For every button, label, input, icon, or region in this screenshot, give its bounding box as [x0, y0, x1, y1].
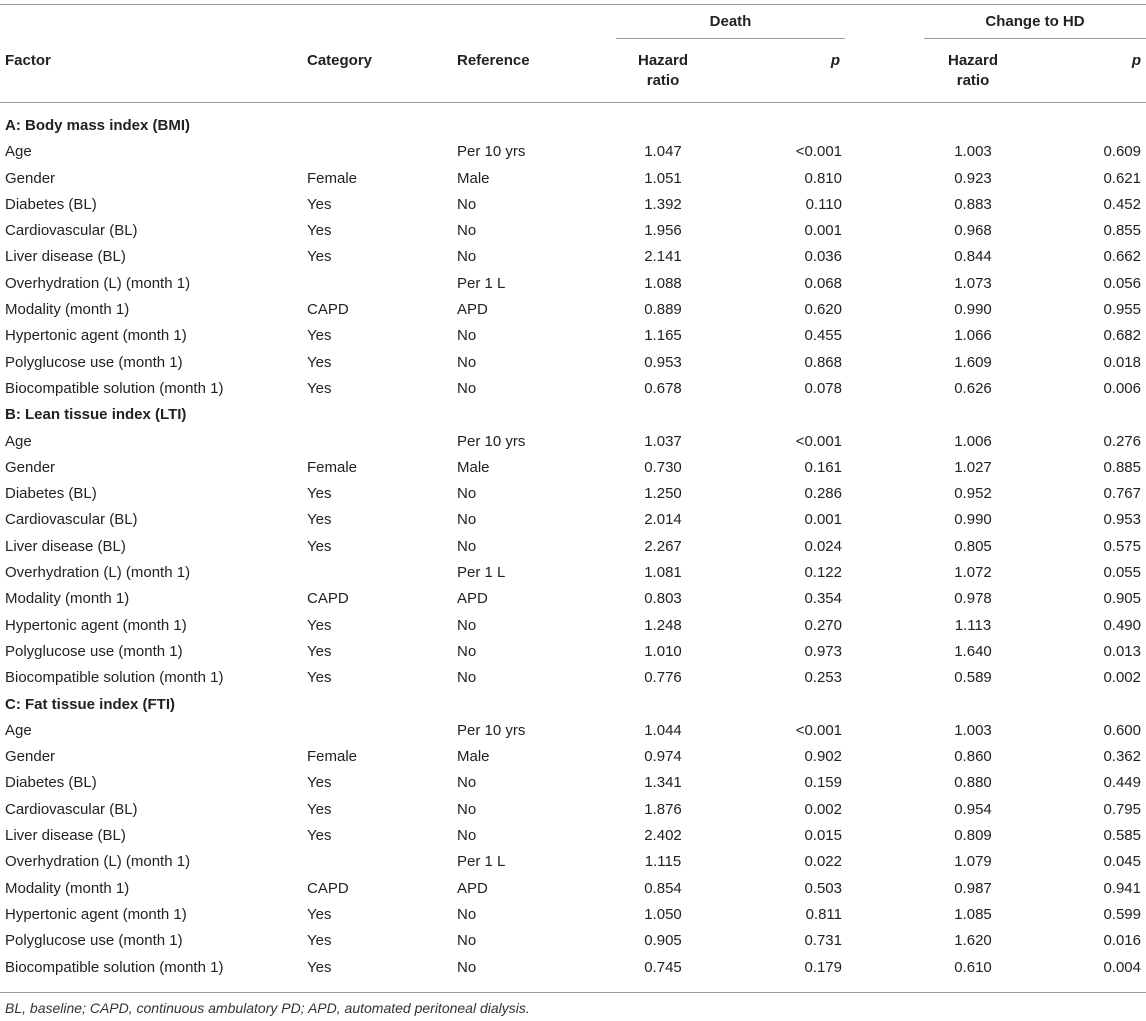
cell-hazard-ratio-death: 0.974: [644, 748, 682, 766]
table-row: [0, 639, 1146, 665]
cell-hazard-ratio-death: 1.010: [644, 642, 682, 660]
cell-hazard-ratio-death: 0.854: [644, 879, 682, 897]
cell-category: Female: [307, 169, 358, 187]
group-header-change-to-hd: Change to HD: [985, 13, 1085, 30]
table-top-rule: [0, 4, 1146, 5]
cell-p-hd: 0.885: [1103, 458, 1141, 476]
cell-hazard-ratio-hd: 0.860: [954, 748, 992, 766]
cell-factor: Hypertonic agent (month 1): [5, 616, 187, 634]
cell-hazard-ratio-hd: 0.809: [954, 827, 992, 845]
cell-hazard-ratio-death: 2.141: [644, 248, 682, 266]
cell-category: Yes: [307, 222, 332, 240]
cell-p-death: 0.002: [804, 800, 842, 818]
cell-factor: Modality (month 1): [5, 590, 130, 608]
cell-category: Yes: [307, 511, 332, 529]
cell-p-hd: 0.018: [1103, 353, 1141, 371]
cell-hazard-ratio-death: 0.905: [644, 932, 682, 950]
cell-hazard-ratio-hd: 1.113: [954, 616, 992, 634]
cell-factor: Diabetes (BL): [5, 774, 97, 792]
cell-hazard-ratio-hd: 1.085: [954, 905, 992, 923]
table-row: [0, 876, 1146, 902]
cell-hazard-ratio-death: 1.341: [644, 774, 682, 792]
cell-hazard-ratio-hd: 1.066: [954, 327, 992, 345]
cell-p-death: 0.015: [804, 827, 842, 845]
cell-reference: No: [457, 827, 477, 845]
cell-p-death: 0.001: [804, 222, 842, 240]
cell-reference: Per 10 yrs: [457, 143, 526, 161]
cell-reference: No: [457, 222, 477, 240]
cell-hazard-ratio-hd: 0.968: [954, 222, 992, 240]
cell-hazard-ratio-death: 1.088: [644, 274, 682, 292]
cell-factor: Hypertonic agent (month 1): [5, 327, 187, 345]
cell-hazard-ratio-death: 0.678: [644, 379, 682, 397]
cell-reference: No: [457, 379, 477, 397]
cell-reference: No: [457, 669, 477, 687]
cell-category: Yes: [307, 827, 332, 845]
table-row: [0, 271, 1146, 297]
cell-reference: No: [457, 642, 477, 660]
cell-hazard-ratio-death: 0.776: [644, 669, 682, 687]
cell-p-death: 0.179: [804, 958, 842, 976]
cell-hazard-ratio-hd: 0.626: [954, 379, 992, 397]
cell-p-hd: 0.767: [1103, 485, 1141, 503]
cell-p-hd: 0.056: [1103, 274, 1141, 292]
cell-p-hd: 0.490: [1103, 616, 1141, 634]
cell-p-death: 0.810: [804, 169, 842, 187]
cell-factor: Cardiovascular (BL): [5, 222, 138, 240]
cell-hazard-ratio-hd: 1.640: [954, 642, 992, 660]
cell-p-death: 0.620: [804, 301, 842, 319]
cell-p-hd: 0.449: [1103, 774, 1141, 792]
cell-hazard-ratio-death: 0.889: [644, 301, 682, 319]
cell-hazard-ratio-death: 1.165: [644, 327, 682, 345]
cell-reference: No: [457, 353, 477, 371]
cell-hazard-ratio-death: 1.037: [644, 432, 682, 450]
table-row: [0, 823, 1146, 849]
cell-p-hd: 0.621: [1103, 169, 1141, 187]
cell-reference: Per 10 yrs: [457, 721, 526, 739]
table-footnote: BL, baseline; CAPD, continuous ambulatory PD; APD, automated peritoneal dialysis.: [5, 1000, 530, 1016]
table-row: [0, 586, 1146, 612]
cell-reference: APD: [457, 590, 488, 608]
cell-p-death: 0.455: [804, 327, 842, 345]
cell-category: Yes: [307, 932, 332, 950]
cell-p-hd: 0.941: [1103, 879, 1141, 897]
cell-category: CAPD: [307, 301, 349, 319]
column-header-hazard-ratio-hd: [924, 51, 1022, 91]
cell-p-death: <0.001: [795, 143, 842, 161]
cell-factor: Biocompatible solution (month 1): [5, 669, 224, 687]
group-header-death: Death: [709, 13, 752, 30]
cell-category: Yes: [307, 537, 332, 555]
cell-category: Yes: [307, 958, 332, 976]
cell-p-death: 0.902: [804, 748, 842, 766]
cell-p-hd: 0.955: [1103, 301, 1141, 319]
cell-reference: No: [457, 932, 477, 950]
column-header-hazard-ratio-death-line2: ratio: [646, 72, 680, 89]
cell-hazard-ratio-hd: 0.990: [954, 511, 992, 529]
table-row: [0, 429, 1146, 455]
cell-p-death: 0.503: [804, 879, 842, 897]
cell-reference: No: [457, 485, 477, 503]
cell-p-hd: 0.276: [1103, 432, 1141, 450]
cell-factor: Cardiovascular (BL): [5, 511, 138, 529]
cell-hazard-ratio-hd: 1.072: [954, 564, 992, 582]
cell-p-death: 0.036: [804, 248, 842, 266]
column-header-hazard-ratio-death-line1: Hazard: [637, 52, 689, 69]
cell-factor: Overhydration (L) (month 1): [5, 853, 191, 871]
cell-factor: Age: [5, 721, 32, 739]
cell-factor: Overhydration (L) (month 1): [5, 274, 191, 292]
cell-category: Yes: [307, 669, 332, 687]
cell-hazard-ratio-death: 1.876: [644, 800, 682, 818]
cell-factor: Gender: [5, 748, 56, 766]
cell-factor: Biocompatible solution (month 1): [5, 379, 224, 397]
cell-hazard-ratio-death: 0.953: [644, 353, 682, 371]
cell-reference: No: [457, 905, 477, 923]
cell-reference: No: [457, 616, 477, 634]
column-header-hazard-ratio-death: [616, 51, 710, 91]
cell-category: Yes: [307, 353, 332, 371]
cell-p-hd: 0.013: [1103, 642, 1141, 660]
cell-factor: Polyglucose use (month 1): [5, 642, 183, 660]
table-row: [0, 166, 1146, 192]
table-row: [0, 770, 1146, 796]
cell-hazard-ratio-death: 1.050: [644, 905, 682, 923]
cell-factor: Gender: [5, 169, 56, 187]
cell-hazard-ratio-death: 2.402: [644, 827, 682, 845]
cell-hazard-ratio-death: 1.392: [644, 195, 682, 213]
cell-p-hd: 0.662: [1103, 248, 1141, 266]
cell-category: Yes: [307, 195, 332, 213]
cell-hazard-ratio-death: 1.051: [644, 169, 682, 187]
cell-reference: No: [457, 800, 477, 818]
cell-hazard-ratio-death: 1.047: [644, 143, 682, 161]
cell-factor: Diabetes (BL): [5, 195, 97, 213]
cell-hazard-ratio-death: 1.115: [644, 853, 682, 871]
cell-p-hd: 0.006: [1103, 379, 1141, 397]
table-row: [0, 665, 1146, 691]
cell-hazard-ratio-death: 2.014: [644, 511, 682, 529]
table-body: [0, 113, 1146, 981]
cell-hazard-ratio-hd: 0.844: [954, 248, 992, 266]
cell-hazard-ratio-hd: 1.003: [954, 143, 992, 161]
cell-hazard-ratio-hd: 1.073: [954, 274, 992, 292]
cell-reference: Male: [457, 748, 490, 766]
cell-hazard-ratio-hd: 1.609: [954, 353, 992, 371]
cell-hazard-ratio-hd: 1.079: [954, 853, 992, 871]
cell-p-hd: 0.362: [1103, 748, 1141, 766]
cell-p-hd: 0.002: [1103, 669, 1141, 687]
cell-category: Female: [307, 458, 358, 476]
cell-factor: Liver disease (BL): [5, 248, 126, 266]
column-header-p-death: p: [830, 52, 840, 69]
cell-p-death: 0.731: [804, 932, 842, 950]
table-row: [0, 534, 1146, 560]
cell-p-death: 0.068: [804, 274, 842, 292]
cell-p-death: 0.161: [804, 458, 842, 476]
cell-hazard-ratio-hd: 1.027: [954, 458, 992, 476]
table-row: [0, 455, 1146, 481]
cell-factor: Liver disease (BL): [5, 537, 126, 555]
cell-category: Yes: [307, 774, 332, 792]
section-title: C: Fat tissue index (FTI): [5, 695, 176, 713]
cell-p-death: 0.024: [804, 537, 842, 555]
cell-hazard-ratio-hd: 0.990: [954, 301, 992, 319]
cell-hazard-ratio-death: 1.248: [644, 616, 682, 634]
cell-hazard-ratio-death: 1.081: [644, 564, 682, 582]
cell-hazard-ratio-hd: 0.923: [954, 169, 992, 187]
cell-factor: Modality (month 1): [5, 301, 130, 319]
cell-p-hd: 0.045: [1103, 853, 1141, 871]
table-row: [0, 849, 1146, 875]
cell-hazard-ratio-hd: 0.880: [954, 774, 992, 792]
cell-p-hd: 0.055: [1103, 564, 1141, 582]
table-row: [0, 955, 1146, 981]
cell-p-hd: 0.599: [1103, 905, 1141, 923]
section-title: A: Body mass index (BMI): [5, 117, 191, 134]
cell-factor: Polyglucose use (month 1): [5, 353, 183, 371]
cell-reference: No: [457, 195, 477, 213]
cell-p-death: 0.354: [804, 590, 842, 608]
table-row: [0, 481, 1146, 507]
cell-hazard-ratio-hd: 0.978: [954, 590, 992, 608]
column-header-hazard-ratio-hd-line1: Hazard: [947, 52, 999, 69]
section-title: B: Lean tissue index (LTI): [5, 406, 187, 424]
cell-p-hd: 0.609: [1103, 143, 1141, 161]
cell-reference: Per 10 yrs: [457, 432, 526, 450]
table-row: [0, 139, 1146, 165]
cell-factor: Liver disease (BL): [5, 827, 126, 845]
table-row: [0, 613, 1146, 639]
column-header-hazard-ratio-hd-line2: ratio: [956, 72, 990, 89]
cell-p-hd: 0.905: [1103, 590, 1141, 608]
cell-factor: Polyglucose use (month 1): [5, 932, 183, 950]
cell-p-death: <0.001: [795, 432, 842, 450]
cell-reference: No: [457, 958, 477, 976]
cell-hazard-ratio-death: 0.730: [644, 458, 682, 476]
cell-factor: Gender: [5, 458, 56, 476]
cell-factor: Age: [5, 143, 32, 161]
cell-factor: Overhydration (L) (month 1): [5, 564, 191, 582]
cell-hazard-ratio-death: 1.956: [644, 222, 682, 240]
cell-hazard-ratio-hd: 0.805: [954, 537, 992, 555]
cell-factor: Modality (month 1): [5, 879, 130, 897]
cell-hazard-ratio-death: 1.044: [644, 721, 682, 739]
cell-p-death: 0.868: [804, 353, 842, 371]
table-row: [0, 323, 1146, 349]
cell-category: Yes: [307, 248, 332, 266]
column-header-factor: Factor: [5, 52, 51, 69]
cell-reference: Male: [457, 458, 490, 476]
cell-hazard-ratio-hd: 1.003: [954, 721, 992, 739]
cell-category: Yes: [307, 642, 332, 660]
group-underline-hd: [924, 38, 1146, 39]
cell-p-hd: 0.016: [1103, 932, 1141, 950]
cell-p-death: 0.110: [805, 195, 842, 213]
cell-hazard-ratio-hd: 0.610: [954, 958, 992, 976]
cell-reference: APD: [457, 879, 488, 897]
cell-p-death: 0.253: [804, 669, 842, 687]
cell-factor: Cardiovascular (BL): [5, 800, 138, 818]
cell-hazard-ratio-death: 0.803: [644, 590, 682, 608]
cell-category: Yes: [307, 800, 332, 818]
cell-reference: Per 1 L: [457, 564, 506, 582]
cell-hazard-ratio-hd: 0.589: [954, 669, 992, 687]
cell-p-death: 0.811: [805, 905, 842, 923]
cell-p-death: 0.001: [804, 511, 842, 529]
cell-reference: No: [457, 327, 477, 345]
cell-hazard-ratio-death: 0.745: [644, 958, 682, 976]
cell-reference: Per 1 L: [457, 274, 506, 292]
cell-reference: Per 1 L: [457, 853, 506, 871]
table-row: [0, 218, 1146, 244]
cell-hazard-ratio-hd: 0.987: [954, 879, 992, 897]
cell-category: Female: [307, 748, 358, 766]
cell-hazard-ratio-hd: 1.006: [954, 432, 992, 450]
cell-category: CAPD: [307, 879, 349, 897]
cell-p-death: 0.022: [804, 853, 842, 871]
cell-reference: No: [457, 248, 477, 266]
cell-hazard-ratio-hd: 0.883: [954, 195, 992, 213]
table-row: [0, 718, 1146, 744]
cell-p-hd: 0.682: [1103, 327, 1141, 345]
cell-reference: Male: [457, 169, 490, 187]
group-underline-death: [616, 38, 845, 39]
table-row: [0, 192, 1146, 218]
table-header-rule: [0, 102, 1146, 103]
table-row: [0, 560, 1146, 586]
table-row: [0, 376, 1146, 402]
cell-reference: No: [457, 537, 477, 555]
cell-reference: No: [457, 511, 477, 529]
cell-hazard-ratio-death: 1.250: [644, 485, 682, 503]
cell-factor: Diabetes (BL): [5, 485, 97, 503]
cell-p-hd: 0.585: [1103, 827, 1141, 845]
cell-p-death: 0.159: [804, 774, 842, 792]
cell-category: Yes: [307, 379, 332, 397]
cell-hazard-ratio-hd: 0.954: [954, 800, 992, 818]
cell-category: Yes: [307, 616, 332, 634]
column-header-p-hd: p: [1131, 52, 1141, 69]
table-row: [0, 744, 1146, 770]
cell-hazard-ratio-hd: 1.620: [954, 932, 992, 950]
cell-p-death: 0.270: [804, 616, 842, 634]
cell-p-hd: 0.795: [1103, 800, 1141, 818]
cell-category: Yes: [307, 485, 332, 503]
cell-p-hd: 0.855: [1103, 222, 1141, 240]
cell-p-hd: 0.600: [1103, 721, 1141, 739]
cell-p-hd: 0.004: [1103, 958, 1141, 976]
cell-p-hd: 0.575: [1103, 537, 1141, 555]
cell-p-death: 0.286: [804, 485, 842, 503]
table-bottom-rule: [0, 992, 1146, 993]
cell-p-death: 0.973: [804, 642, 842, 660]
table-row: [0, 350, 1146, 376]
table-row: [0, 507, 1146, 533]
cell-p-hd: 0.452: [1103, 195, 1141, 213]
table-row: [0, 797, 1146, 823]
cell-p-death: 0.122: [804, 564, 842, 582]
cell-reference: APD: [457, 301, 488, 319]
cell-factor: Biocompatible solution (month 1): [5, 958, 224, 976]
cell-category: Yes: [307, 905, 332, 923]
cell-hazard-ratio-hd: 0.952: [954, 485, 992, 503]
column-header-reference: Reference: [457, 52, 530, 69]
cell-factor: Age: [5, 432, 32, 450]
column-header-category: Category: [307, 52, 373, 69]
cell-p-death: 0.078: [804, 379, 842, 397]
cell-reference: No: [457, 774, 477, 792]
cell-factor: Hypertonic agent (month 1): [5, 905, 187, 923]
table-row: [0, 244, 1146, 270]
cell-category: CAPD: [307, 590, 349, 608]
cell-hazard-ratio-death: 2.267: [644, 537, 682, 555]
table-row: [0, 297, 1146, 323]
cell-category: Yes: [307, 327, 332, 345]
table-row: [0, 902, 1146, 928]
cell-p-death: <0.001: [795, 721, 842, 739]
cell-p-hd: 0.953: [1103, 511, 1141, 529]
table-row: [0, 928, 1146, 954]
